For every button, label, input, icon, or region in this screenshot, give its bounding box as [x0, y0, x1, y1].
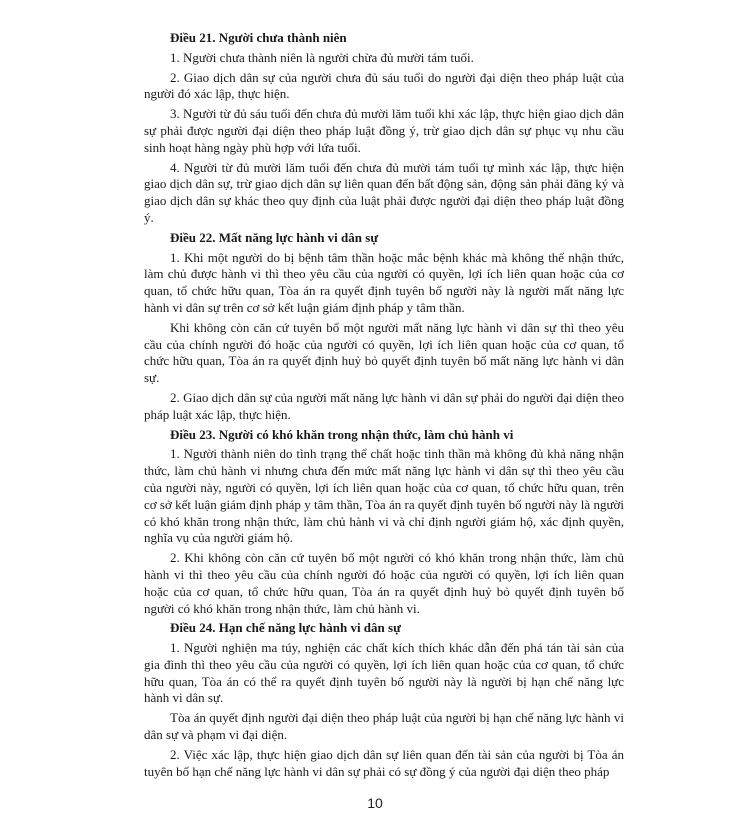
article-21-heading: Điều 21. Người chưa thành niên — [170, 30, 347, 45]
page-number: 10 — [367, 795, 383, 812]
article-23-clause-2: 2. Khi không còn căn cứ tuyên bố một người có khó khăn trong nhận thức, làm chủ hành vi thì theo yêu cầu của chính người đó hoặc của người có quyền, lợi ích liên quan hoặc của cơ quan, tổ chức hữu quan, Tòa án ra quyết định huỷ bỏ quyết định tuyên bố người có khó khăn trong nhận thức, làm chủ hành vi. — [144, 550, 624, 616]
article-21-clause-2: 2. Giao dịch dân sự của người chưa đủ sáu tuổi do người đại diện theo pháp luật của người đó xác lập, thực hiện. — [144, 69, 624, 102]
article-23-heading: Điều 23. Người có khó khăn trong nhận thức, làm chủ hành vi — [170, 426, 514, 442]
article-22-clause-1: 1. Khi một người do bị bệnh tâm thần hoặc mắc bệnh khác mà không thể nhận thức, làm chủ được hành vi thì theo yêu cầu của người có quyền, lợi ích liên quan hoặc của cơ quan, tổ chức hữu quan, Tòa án ra quyết định tuyên bố người này là người mất năng lực hành vi dân sự trên cơ sở kết luận giám định pháp y tâm thần. — [144, 249, 624, 315]
document-page — [144, 0, 624, 780]
article-22-clause-2: 2. Giao dịch dân sự của người mất năng lực hành vi dân sự phải do người đại diện theo pháp luật xác lập, thực hiện. — [144, 389, 624, 422]
article-24-clause-1b: Tòa án quyết định người đại diện theo pháp luật của người bị hạn chế năng lực hành vi dân sự và phạm vi đại diện. — [144, 710, 624, 743]
article-24-heading: Điều 24. Hạn chế năng lực hành vi dân sự — [170, 620, 401, 636]
article-23-clause-1: 1. Người thành niên do tình trạng thể chất hoặc tinh thần mà không đủ khả năng nhận thức, làm chủ hành vi nhưng chưa đến mức mất năng lực hành vi dân sự thì theo yêu cầu của người này, người có quyền, lợi ích liên quan hoặc của cơ quan, tổ chức hữu quan, trên cơ sở kết luận giám định pháp y tâm thần, Tòa án ra quyết định tuyên bố người này là người có khó khăn trong nhận thức, làm chủ hành vi và chỉ định người giám hộ, xác định quyền, nghĩa vụ của người giám hộ. — [144, 446, 624, 546]
article-24-clause-2: 2. Việc xác lập, thực hiện giao dịch dân sự liên quan đến tài sản của người bị Tòa án tuyên bố hạn chế năng lực hành vi dân sự phải có sự đồng ý của người đại diện theo pháp — [144, 746, 624, 779]
article-21-clause-3: 3. Người từ đủ sáu tuổi đến chưa đủ mười lăm tuổi khi xác lập, thực hiện giao dịch dân sự phải được người đại diện theo pháp luật đồng ý, trừ giao dịch dân sự phục vụ nhu cầu sinh hoạt hàng ngày phù hợp với lứa tuổi. — [144, 106, 624, 155]
article-22-clause-1b: Khi không còn căn cứ tuyên bố một người mất năng lực hành vi dân sự thì theo yêu cầu của chính người đó hoặc của người có quyền, lợi ích liên quan hoặc của cơ quan, tổ chức hữu quan, Tòa án ra quyết định huỷ bỏ quyết định tuyên bố mất năng lực hành vi dân sự. — [144, 319, 624, 386]
article-24-clause-1: 1. Người nghiện ma túy, nghiện các chất kích thích khác dẫn đến phá tán tài sản của gia đình thì theo yêu cầu của người có quyền, lợi ích liên quan hoặc của cơ quan, tổ chức hữu quan, Tòa án có thể ra quyết định tuyên bố người này là người bị hạn chế năng lực hành vi dân sự. — [144, 640, 624, 706]
article-21-clause-1: 1. Người chưa thành niên là người chừa đủ mười tám tuổi. — [170, 49, 474, 65]
article-21-clause-4: 4. Người từ đủ mười lăm tuổi đến chưa đủ mười tám tuổi tự mình xác lập, thực hiện giao dịch dân sự, trừ giao dịch dân sự liên quan đến bất động sản, động sản phải đăng ký và giao dịch dân sự khác theo quy định của luật phải được người đại diện theo pháp luật đồng ý. — [144, 159, 624, 225]
article-22-heading: Điều 22. Mất năng lực hành vi dân sự — [170, 229, 379, 245]
